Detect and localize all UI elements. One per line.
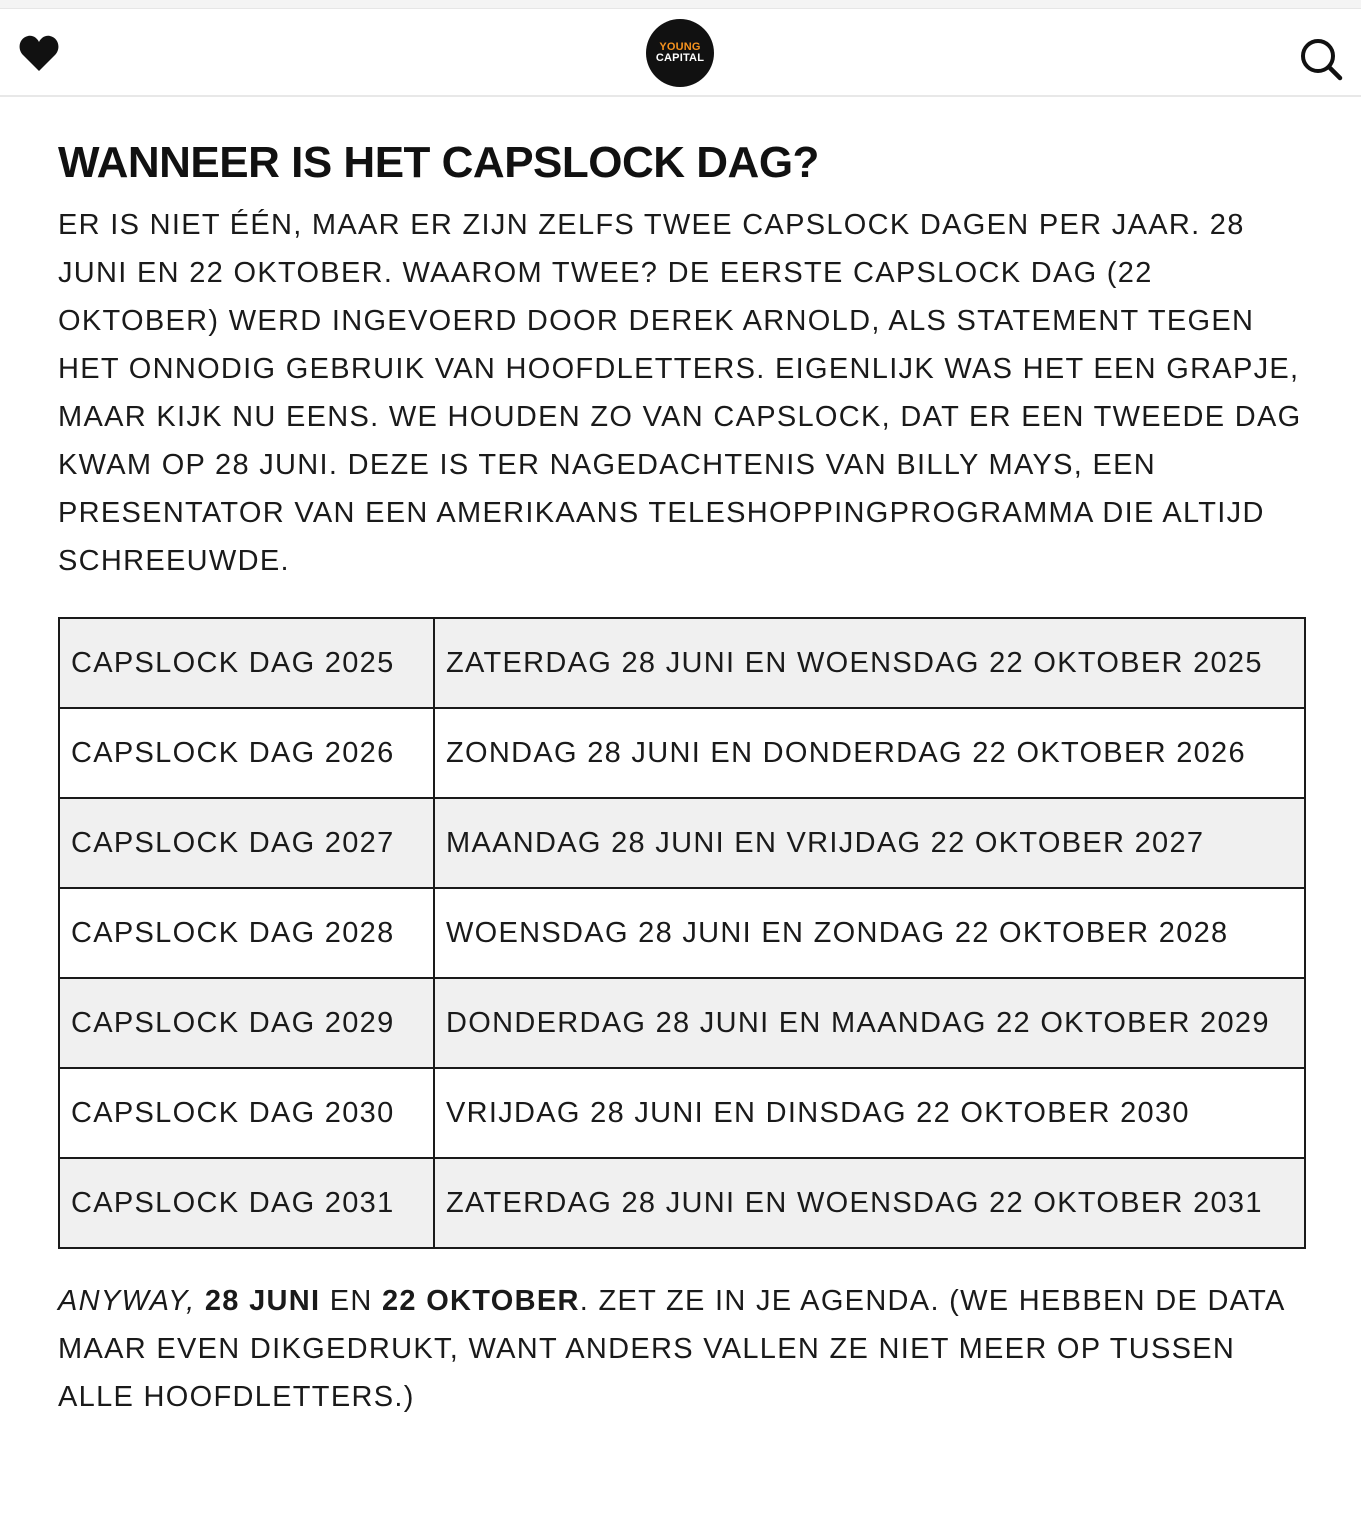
table-cell-dates: DONDERDAG 28 JUNI EN MAANDAG 22 OKTOBER 2029 xyxy=(434,978,1305,1068)
table-cell-dates: ZONDAG 28 JUNI EN DONDERDAG 22 OKTOBER 2026 xyxy=(434,708,1305,798)
table-row xyxy=(59,1158,1305,1248)
table-cell-dates: VRIJDAG 28 JUNI EN DINSDAG 22 OKTOBER 2030 xyxy=(434,1068,1305,1158)
outro-rest: . ZET ZE IN JE AGENDA. (WE HEBBEN DE DATA MAAR EVEN DIKGEDRUKT, WANT ANDERS VALLEN ZE NIET MEER OP TUSSEN ALLE HOOFDLETTERS.) xyxy=(58,1285,1285,1413)
table-row xyxy=(59,888,1305,978)
table-row xyxy=(59,798,1305,888)
outro-date-june: 28 JUNI xyxy=(204,1285,321,1317)
article-title: WANNEER IS HET CAPSLOCK DAG? xyxy=(58,138,819,187)
table-cell-dates: ZATERDAG 28 JUNI EN WOENSDAG 22 OKTOBER 2031 xyxy=(434,1158,1305,1248)
table-cell-year: CAPSLOCK DAG 2028 xyxy=(59,888,434,978)
logo-text-capital: CAPITAL xyxy=(655,52,705,64)
search-button[interactable] xyxy=(1299,37,1343,81)
table-row xyxy=(59,618,1305,708)
table-row xyxy=(59,1068,1305,1158)
site-header xyxy=(0,9,1361,97)
table-cell-year: CAPSLOCK DAG 2031 xyxy=(59,1158,434,1248)
heart-icon xyxy=(18,33,60,73)
table-cell-year: CAPSLOCK DAG 2027 xyxy=(59,798,434,888)
table-cell-year: CAPSLOCK DAG 2026 xyxy=(59,708,434,798)
outro-lead: ANYWAY, xyxy=(58,1285,196,1317)
outro-and: EN xyxy=(329,1285,373,1317)
article-content xyxy=(0,137,1361,1421)
table-cell-dates: WOENSDAG 28 JUNI EN ZONDAG 22 OKTOBER 2028 xyxy=(434,888,1305,978)
logo-text-young: YOUNG xyxy=(659,41,701,53)
table-row xyxy=(59,978,1305,1068)
table-cell-year: CAPSLOCK DAG 2029 xyxy=(59,978,434,1068)
search-icon xyxy=(1299,37,1343,81)
outro-date-october: 22 OKTOBER xyxy=(381,1285,580,1317)
intro-paragraph: ER IS NIET ÉÉN, MAAR ER ZIJN ZELFS TWEE CAPSLOCK DAGEN PER JAAR. 28 JUNI EN 22 OKTOBER. WAAROM TWEE? DE EERSTE CAPSLOCK DAG (22 OKTOBER) WERD INGEVOERD DOOR DEREK ARNOLD, ALS STATEMENT TEGEN HET ONNODIG GEBRUIK VAN HOOFDLETTERS. EIGENLIJK WAS HET EEN GRAPJE, MAAR KIJK NU EENS. WE HOUDEN ZO VAN CAPSLOCK, DAT ER EEN TWEEDE DAG KWAM OP 28 JUNI. DEZE IS TER NAGEDACHTENIS VAN BILLY MAYS, EEN PRESENTATOR VAN EEN AMERIKAANS TELESHOPPINGPROGRAMMA DIE ALTIJD SCHREEUWDE. xyxy=(58,209,1302,577)
table-cell-year: CAPSLOCK DAG 2025 xyxy=(59,618,434,708)
favorite-button[interactable] xyxy=(18,33,60,73)
youngcapital-logo[interactable] xyxy=(646,19,714,87)
table-cell-dates: MAANDAG 28 JUNI EN VRIJDAG 22 OKTOBER 2027 xyxy=(434,798,1305,888)
table-cell-dates: ZATERDAG 28 JUNI EN WOENSDAG 22 OKTOBER 2025 xyxy=(434,618,1305,708)
top-border xyxy=(0,0,1361,9)
table-cell-year: CAPSLOCK DAG 2030 xyxy=(59,1068,434,1158)
outro-paragraph xyxy=(58,1277,1303,1421)
capslock-dates-table xyxy=(58,617,1306,1249)
table-row xyxy=(59,708,1305,798)
